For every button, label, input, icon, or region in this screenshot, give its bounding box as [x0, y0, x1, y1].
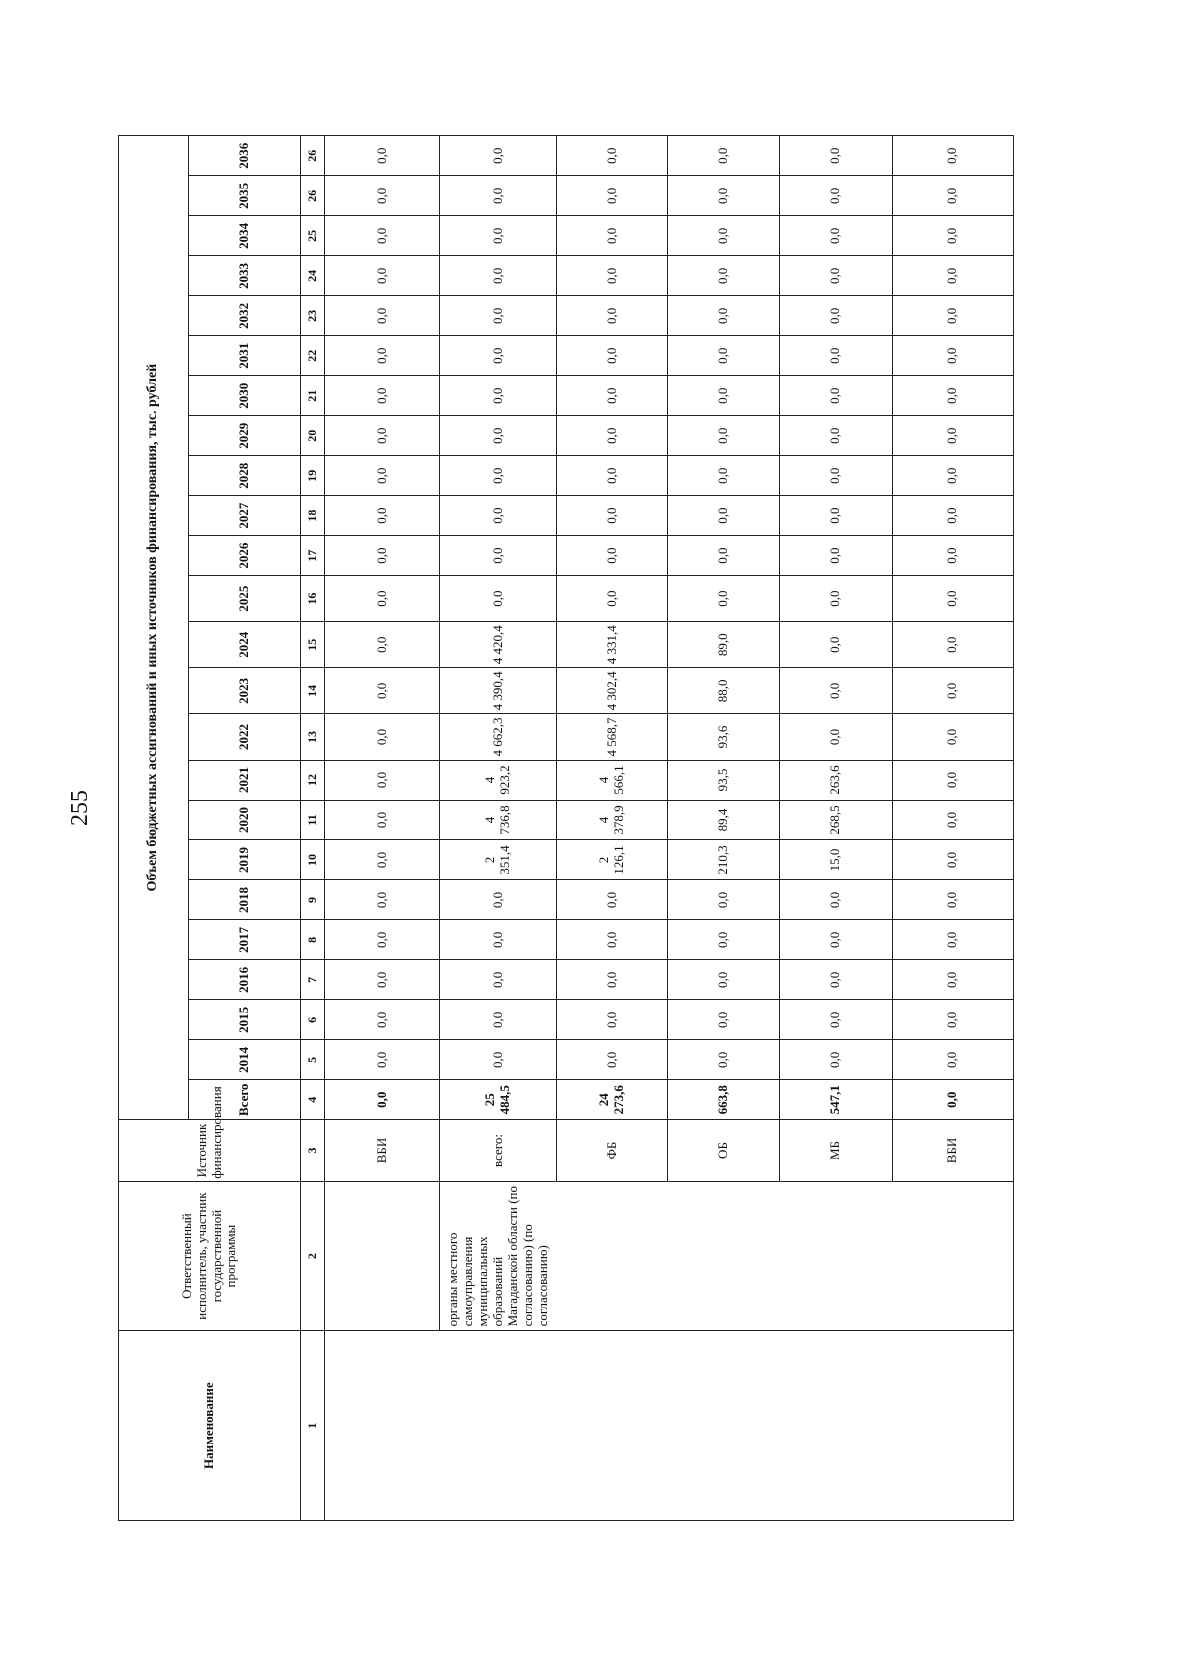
value-cell: 0,0	[325, 536, 440, 576]
value-cell: 0,0	[668, 1000, 779, 1040]
column-number: 7	[301, 960, 325, 1000]
year-header: 2018	[189, 880, 301, 920]
value-cell: 0,0	[779, 336, 892, 376]
value-cell: 0,0	[779, 960, 892, 1000]
value-cell: 0,0	[440, 456, 557, 496]
value-cell: 0,0	[325, 920, 440, 960]
value-cell: 0,0	[892, 1000, 1013, 1040]
value-cell: 2 126,1	[557, 840, 668, 880]
value-cell: 4 331,4	[557, 622, 668, 668]
value-cell: 268,5	[779, 800, 892, 840]
value-cell: 0,0	[557, 136, 668, 176]
value-cell: 0,0	[440, 920, 557, 960]
value-cell: 4 736,8	[440, 800, 557, 840]
value-cell: 0,0	[557, 416, 668, 456]
header-total: Всего	[189, 1080, 301, 1120]
value-cell: 0,0	[779, 668, 892, 714]
value-cell: 0,0	[325, 136, 440, 176]
value-cell: 0,0	[440, 176, 557, 216]
total-cell: 663,8	[668, 1080, 779, 1120]
total-cell: 547,1	[779, 1080, 892, 1120]
value-cell: 0,0	[668, 960, 779, 1000]
table-row	[325, 136, 440, 1521]
value-cell: 0,0	[668, 296, 779, 336]
column-number: 22	[301, 336, 325, 376]
value-cell: 4 662,3	[440, 714, 557, 760]
value-cell: 263,6	[779, 760, 892, 800]
value-cell: 0,0	[440, 536, 557, 576]
value-cell: 0,0	[440, 576, 557, 622]
column-number: 3	[301, 1120, 325, 1181]
value-cell: 0,0	[325, 760, 440, 800]
year-header: 2030	[189, 376, 301, 416]
total-cell: 25 484,5	[440, 1080, 557, 1120]
year-header: 2020	[189, 800, 301, 840]
value-cell: 93,6	[668, 714, 779, 760]
year-header: 2014	[189, 1040, 301, 1080]
value-cell: 4 568,7	[557, 714, 668, 760]
value-cell: 0,0	[779, 880, 892, 920]
column-number: 21	[301, 376, 325, 416]
value-cell: 0,0	[440, 1040, 557, 1080]
column-number: 20	[301, 416, 325, 456]
value-cell: 0,0	[325, 800, 440, 840]
total-cell: 0,0	[325, 1080, 440, 1120]
year-header: 2028	[189, 456, 301, 496]
value-cell: 0,0	[779, 920, 892, 960]
value-cell: 0,0	[440, 880, 557, 920]
column-number: 15	[301, 622, 325, 668]
year-header: 2016	[189, 960, 301, 1000]
column-number: 9	[301, 880, 325, 920]
value-cell: 0,0	[668, 376, 779, 416]
year-header: 2025	[189, 576, 301, 622]
value-cell: 0,0	[892, 536, 1013, 576]
value-cell: 0,0	[440, 416, 557, 456]
source-cell: всего:	[440, 1120, 557, 1181]
value-cell: 0,0	[779, 296, 892, 336]
value-cell: 0,0	[892, 1040, 1013, 1080]
column-number: 4	[301, 1080, 325, 1120]
value-cell: 0,0	[892, 622, 1013, 668]
column-number: 25	[301, 216, 325, 256]
year-header: 2029	[189, 416, 301, 456]
value-cell: 89,0	[668, 622, 779, 668]
header-name: Наименование	[119, 1331, 301, 1521]
year-header: 2024	[189, 622, 301, 668]
value-cell: 0,0	[779, 1000, 892, 1040]
value-cell: 0,0	[440, 1000, 557, 1040]
value-cell: 0,0	[779, 536, 892, 576]
value-cell: 0,0	[668, 1040, 779, 1080]
value-cell: 0,0	[892, 576, 1013, 622]
year-header: 2035	[189, 176, 301, 216]
year-header: 2023	[189, 668, 301, 714]
page-number: 255	[67, 790, 93, 826]
year-header: 2019	[189, 840, 301, 880]
year-header: 2026	[189, 536, 301, 576]
value-cell: 0,0	[325, 376, 440, 416]
value-cell: 0,0	[779, 456, 892, 496]
table-body	[325, 136, 1014, 1521]
column-number: 10	[301, 840, 325, 880]
value-cell: 0,0	[668, 456, 779, 496]
value-cell: 0,0	[557, 960, 668, 1000]
value-cell: 0,0	[557, 216, 668, 256]
value-cell: 4 420,4	[440, 622, 557, 668]
value-cell: 0,0	[892, 800, 1013, 840]
column-number: 26	[301, 176, 325, 216]
value-cell: 0,0	[325, 416, 440, 456]
header-source: Источник финансирования	[119, 1120, 301, 1181]
value-cell: 0,0	[557, 536, 668, 576]
value-cell: 0,0	[325, 456, 440, 496]
value-cell: 4 390,4	[440, 668, 557, 714]
value-cell: 0,0	[325, 714, 440, 760]
column-number: 6	[301, 1000, 325, 1040]
value-cell: 0,0	[325, 668, 440, 714]
value-cell: 0,0	[779, 714, 892, 760]
value-cell: 0,0	[892, 256, 1013, 296]
total-cell: 0,0	[892, 1080, 1013, 1120]
value-cell: 0,0	[892, 840, 1013, 880]
source-cell: ВБИ	[892, 1120, 1013, 1181]
value-cell: 0,0	[325, 960, 440, 1000]
year-header: 2031	[189, 336, 301, 376]
value-cell: 0,0	[892, 216, 1013, 256]
value-cell: 0,0	[892, 376, 1013, 416]
source-cell: ФБ	[557, 1120, 668, 1181]
value-cell: 0,0	[892, 136, 1013, 176]
executor-cell: органы местного самоуправления муниципальных образований Магаданской области (по согласованию) (по согласованию)	[440, 1181, 1014, 1331]
value-cell: 0,0	[325, 1040, 440, 1080]
year-header: 2034	[189, 216, 301, 256]
value-cell: 0,0	[440, 496, 557, 536]
value-cell: 4 923,2	[440, 760, 557, 800]
value-cell: 93,5	[668, 760, 779, 800]
value-cell: 0,0	[325, 576, 440, 622]
rotated-table-container	[118, 135, 1014, 1521]
value-cell: 0,0	[557, 176, 668, 216]
value-cell: 0,0	[668, 920, 779, 960]
column-number: 23	[301, 296, 325, 336]
value-cell: 0,0	[557, 496, 668, 536]
value-cell: 0,0	[668, 176, 779, 216]
year-header: 2027	[189, 496, 301, 536]
value-cell: 0,0	[668, 496, 779, 536]
value-cell: 0,0	[325, 496, 440, 536]
value-cell: 4 566,1	[557, 760, 668, 800]
value-cell: 0,0	[779, 136, 892, 176]
value-cell: 0,0	[557, 296, 668, 336]
value-cell: 0,0	[557, 920, 668, 960]
year-header: 2017	[189, 920, 301, 960]
value-cell: 0,0	[779, 416, 892, 456]
header-row-top	[119, 136, 189, 1521]
source-cell: МБ	[779, 1120, 892, 1181]
value-cell: 0,0	[325, 622, 440, 668]
value-cell: 0,0	[779, 1040, 892, 1080]
column-number: 12	[301, 760, 325, 800]
value-cell: 0,0	[668, 576, 779, 622]
value-cell: 0,0	[325, 296, 440, 336]
value-cell: 0,0	[440, 216, 557, 256]
value-cell: 210,3	[668, 840, 779, 880]
value-cell: 0,0	[440, 960, 557, 1000]
row-name-cell	[325, 1331, 1014, 1521]
value-cell: 0,0	[892, 296, 1013, 336]
value-cell: 0,0	[440, 136, 557, 176]
source-cell: ОБ	[668, 1120, 779, 1181]
value-cell: 88,0	[668, 668, 779, 714]
executor-cell	[325, 1181, 440, 1331]
header-volume: Объем бюджетных ассигнований и иных источников финансирования, тыс. рублей	[119, 136, 189, 1120]
value-cell: 0,0	[668, 256, 779, 296]
column-number: 24	[301, 256, 325, 296]
value-cell: 0,0	[779, 256, 892, 296]
value-cell: 0,0	[779, 496, 892, 536]
year-header: 2021	[189, 760, 301, 800]
value-cell: 0,0	[892, 416, 1013, 456]
column-number: 18	[301, 496, 325, 536]
total-cell: 24 273,6	[557, 1080, 668, 1120]
value-cell: 0,0	[557, 1040, 668, 1080]
value-cell: 0,0	[892, 456, 1013, 496]
value-cell: 0,0	[892, 880, 1013, 920]
column-number-row	[301, 136, 325, 1521]
value-cell: 0,0	[892, 336, 1013, 376]
value-cell: 0,0	[668, 880, 779, 920]
value-cell: 0,0	[668, 336, 779, 376]
value-cell: 0,0	[892, 668, 1013, 714]
column-number: 14	[301, 668, 325, 714]
value-cell: 0,0	[557, 576, 668, 622]
value-cell: 0,0	[440, 296, 557, 336]
value-cell: 2 351,4	[440, 840, 557, 880]
value-cell: 0,0	[325, 256, 440, 296]
value-cell: 0,0	[892, 760, 1013, 800]
value-cell: 0,0	[668, 136, 779, 176]
value-cell: 0,0	[440, 256, 557, 296]
value-cell: 0,0	[325, 176, 440, 216]
budget-table	[118, 135, 1014, 1521]
value-cell: 0,0	[557, 336, 668, 376]
value-cell: 0,0	[325, 1000, 440, 1040]
value-cell: 0,0	[668, 216, 779, 256]
column-number: 16	[301, 576, 325, 622]
year-header: 2036	[189, 136, 301, 176]
value-cell: 89,4	[668, 800, 779, 840]
column-number: 11	[301, 800, 325, 840]
value-cell: 0,0	[779, 216, 892, 256]
value-cell: 0,0	[892, 714, 1013, 760]
column-number: 5	[301, 1040, 325, 1080]
column-number: 1	[301, 1331, 325, 1521]
value-cell: 0,0	[892, 176, 1013, 216]
column-number: 2	[301, 1181, 325, 1331]
value-cell: 0,0	[557, 256, 668, 296]
column-number: 8	[301, 920, 325, 960]
column-number: 17	[301, 536, 325, 576]
value-cell: 0,0	[779, 376, 892, 416]
value-cell: 0,0	[440, 336, 557, 376]
column-number: 26	[301, 136, 325, 176]
value-cell: 15,0	[779, 840, 892, 880]
column-number: 19	[301, 456, 325, 496]
value-cell: 0,0	[325, 336, 440, 376]
value-cell: 0,0	[325, 880, 440, 920]
value-cell: 0,0	[892, 960, 1013, 1000]
value-cell: 0,0	[892, 920, 1013, 960]
year-header: 2015	[189, 1000, 301, 1040]
header-executor: Ответственный исполнитель, участник государственной программы	[119, 1181, 301, 1331]
column-number: 13	[301, 714, 325, 760]
value-cell: 0,0	[779, 622, 892, 668]
value-cell: 0,0	[668, 536, 779, 576]
year-header: 2032	[189, 296, 301, 336]
value-cell: 0,0	[779, 576, 892, 622]
value-cell: 0,0	[557, 1000, 668, 1040]
value-cell: 0,0	[779, 176, 892, 216]
value-cell: 4 302,4	[557, 668, 668, 714]
year-header: 2022	[189, 714, 301, 760]
value-cell: 0,0	[557, 456, 668, 496]
value-cell: 0,0	[325, 840, 440, 880]
year-header: 2033	[189, 256, 301, 296]
source-cell: ВБИ	[325, 1120, 440, 1181]
value-cell: 0,0	[557, 880, 668, 920]
table-row	[440, 136, 557, 1521]
value-cell: 0,0	[668, 416, 779, 456]
value-cell: 0,0	[892, 496, 1013, 536]
value-cell: 4 378,9	[557, 800, 668, 840]
value-cell: 0,0	[325, 216, 440, 256]
value-cell: 0,0	[440, 376, 557, 416]
value-cell: 0,0	[557, 376, 668, 416]
